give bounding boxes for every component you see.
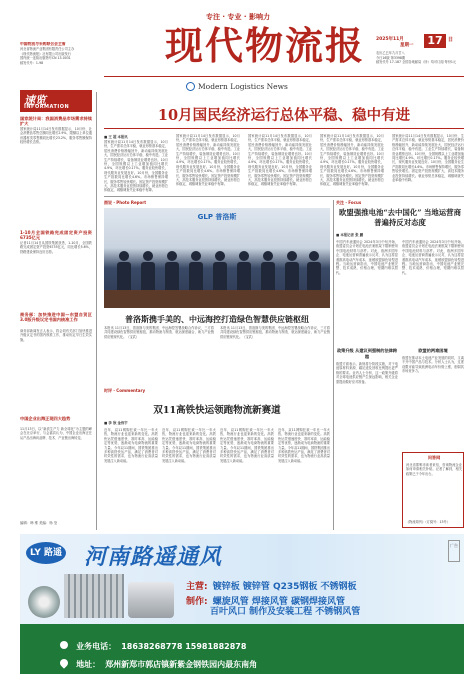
dilemma-column: 欧盟在推动本土电池产业发展的同时，又离不开中国产品与技术。分析人士认为，过度设限可能导致欧洲电动车价格上涨，削弱其市场竞争力。 [402,356,464,374]
lead-column: 国家统计局11月14日发布数据显示，10月份，生产需求总体平稳，就业形势基本稳定，居民消费价格涨幅回升，新动能持续发展壮大，国民经济运行总体平稳、稳中有进。工业生产持续增长，装备制造业增势良好。10月份，全国规模以上工业增加值同比增长4.9%，环比增长0.17%。服务业较快增长，现代服务业发展良好。10月份，全国服务业生产指数同比增长4.6%。市场销售保持增长，服务零售较快增长。固定资产投资规模扩大，高技术服务业投资持续增长。就业形势总体稳定，城镇调查失业率稳中有降。 [248,134,312,187]
qa-label: 问答网 [427,455,441,460]
column-divider [333,200,334,530]
edition-label: 日 [448,37,454,43]
sidebar-item-title: 中国企业出海正现四大趋势 [20,416,71,421]
commentary-byline: ■ 李 欣 金伟宇 [104,421,128,425]
sponsor-line: 国内统一连续出版物号CN 13-0031 [20,56,71,60]
globe-logo [186,82,195,91]
lead-byline: ■ 王 超 本报讯 [104,135,128,139]
pub-info-line: 邮发代号 17-187 全国各地邮局（所）均可订阅 每份1元 [376,60,457,64]
sponsor-line: 河北省物流产业集团有限责任公司主办 [20,47,75,51]
people-silhouettes [104,246,330,308]
sidebar-item [20,416,92,516]
commentary [104,388,330,530]
photo-caption-body: 本报讯 11月13日，普洛斯与美的集团、中远海控签署战略合作协议，三方将共同建设绿色智慧供应链枢纽，推动物流与制造、航运深度融合，助力产业链供应链现代化。（宝武） [104,326,214,339]
sponsor-line: 《现代物流报》社有限公司出版发行 [20,51,71,56]
lead-article [104,134,464,194]
sidebar-item-body: 国家统计局11月14日发布数据显示，10月份，社会消费品零售总额同比增长2.9%，限额以上单位通讯器材类零售额同比增长23.2%，服务零售额保持较快增长态势。 [20,127,92,145]
qa-body: 河北省邯郸市读者来信，咨询物流企业如何申请相关补贴。记者了解到，相关政策已于今年出台。 [406,463,462,476]
sidebar-item-title: 1-10月全国铁路完成固定资产投资6735亿元 [20,230,92,241]
ad-address: 郑州新郑市郭店镇新紫金钢铁园内最东南角 [105,660,258,669]
sidebar-divider [96,92,97,530]
sponsor-line: 邮发代号：1-98 [20,60,44,65]
section-rule [104,196,464,197]
ad-bottom [20,624,464,674]
focus-title: 欧盟强推电池“去中国化” 当地运营商普遍持反对态度 [339,208,461,227]
signing-photo [104,208,330,308]
ad-make-label: 制作: [186,597,208,607]
masthead-rule [104,76,464,77]
photo-caption-title: 普洛斯携手美的、中远海控打造绿色智慧供应链枢纽 [125,314,309,324]
sidebar-item [20,116,92,226]
ad-products [28,572,178,622]
sidebar-item-title: 商务部：加快推进中国—东盟自贸区3.0版升级议定书国内核准工作 [20,312,92,323]
sidebar-header [20,90,92,112]
ad-address-row [60,652,460,671]
ad-make-items: 螺旋风管 焊接风管 碳钢焊接风管 [212,597,345,607]
policy-column: 欧盟方面表示，新规将分阶段实施，对于电池原材料来源、碳足迹及回收比例提出更严格的要求。业内人士分析，这一政策升级将对全球电池供应链产生深远影响，相关企业需提前做好应对准备。 [336,362,398,384]
ad-phones: 18638268778 15981882878 [121,642,247,651]
sponsor-info [20,42,150,65]
pub-info-line: 农历乙巳年九月廿八 [376,51,405,55]
ad-brand: LY 路遥 [30,548,62,558]
steel-coil [28,586,60,618]
commentary-title: 双11高铁快运领跑物流新赛道 [153,405,281,416]
sponsor-line: 中国物流与采购联合会主管 [20,42,66,46]
ad-phone-label: 业务电话： [76,642,117,651]
issue-day: 17 [424,34,446,48]
photo-banner: GLP 普洛斯 [197,213,237,221]
sidebar-item [20,230,92,308]
sidebar-item-body: 11月13日，以“新质生产力 新全球化”为主题的峰会在北京举行，与会嘉宾认为，中国企业出海正在从产品出海向品牌、技术、产业链出海转变。 [20,427,92,440]
focus-label: 关注 · Focus [336,200,362,205]
photo-label: 图说 · Photo Report [104,200,147,205]
ad-logo [26,542,66,564]
headline: 10月国民经济运行总体平稳、稳中有进 [157,107,411,124]
date-label: 2025年11月 [376,37,404,42]
lead-column: 国家统计局11月14日发布数据显示，10月份，生产需求总体平稳，就业形势基本稳定，居民消费价格涨幅回升，新动能持续发展壮大，国民经济运行总体平稳、稳中有进。工业生产持续增长，装备制造业增势良好。10月份，全国规模以上工业增加值同比增长4.9%，环比增长0.17%。服务业较快增长，现代服务业发展良好。10月份，全国服务业生产指数同比增长4.6%。市场销售保持增长，服务零售较快增长。固定资产投资规模扩大，高技术服务业投资持续增长。就业形势总体稳定，城镇调查失业率稳中有降。 [104,140,168,192]
phone-icon [60,641,68,649]
masthead [0,0,476,90]
sidebar [20,90,92,530]
weekday: 星期一 [400,43,414,48]
sidebar-title: 速览 [24,94,46,107]
commentary-column: 近年，双11网购狂欢一年比一年火热，物流行业也迎来新的变化。高铁快运凭借速度快、准时率高、运能稳定等优势，逐渐成为电商物流的重要力量。今年双11期间，国铁集团推出多种高铁快运产品，满足了消费者对时效性的需求，也为物流行业高质量发展注入新动能。 [162,428,216,463]
focus-column: 中国汽车流通协会 2024年3月中旬开始，欧盟委员会计划在电池法案框架下限制使用中国电池材料与部件。对此，欧洲多国车企、电池运营商普遍表示反对，认为这将显著推高电动汽车成本，延缓欧盟绿色转型进程。当地运营商指出，中国电池产业链完整、技术成熟、价格合理，短期内难以替代。 [402,240,464,275]
qa-footer: 《物流周刊》（订阅号：13号） [406,520,450,524]
ad-main-label: 主营: [186,582,208,592]
dilemma-subtitle: 欧盟的两难困境 [418,348,448,353]
pub-info [376,51,462,69]
ad-phone-row [60,634,440,653]
location-icon [58,657,69,668]
sidebar-item [20,312,92,412]
duct [128,582,174,618]
focus-article [336,200,464,530]
lead-column: 国家统计局11月14日发布数据显示，10月份，生产需求总体平稳，就业形势基本稳定，居民消费价格涨幅回升，新动能持续发展壮大，国民经济运行总体平稳、稳中有进。工业生产持续增长，装备制造业增势良好。10月份，全国规模以上工业增加值同比增长4.9%，环比增长0.17%。服务业较快增长，现代服务业发展良好。10月份，全国服务业生产指数同比增长4.6%。市场销售保持增长，服务零售较快增长。固定资产投资规模扩大，高技术服务业投资持续增长。就业形势总体稳定，城镇调查失业率稳中有降。 [320,134,384,187]
ad-side-tag: 广告 [448,540,460,562]
commentary-label: 时评 · Commentary [104,388,146,393]
sidebar-item-body: 记者11月14日从国铁集团获悉，1-10月，全国铁路完成固定资产投资6735亿元，同比增长5.6%，铁路建设保持良好态势。 [20,241,92,254]
photo-report [104,200,330,386]
masthead-title: 现代物流报 [164,23,365,68]
photo-caption-body: 本报讯 11月13日，普洛斯与美的集团、中远海控签署战略合作协议，三方将共同建设绿色智慧供应链枢纽，推动物流与制造、航运深度融合，助力产业链供应链现代化。（宝武） [220,326,330,339]
commentary-column: 近年，双11网购狂欢一年比一年火热，物流行业也迎来新的变化。高铁快运凭借速度快、准时率高、运能稳定等优势，逐渐成为电商物流的重要力量。今年双11期间，国铁集团推出多种高铁快运产品，满足了消费者对时效性的需求，也为物流行业高质量发展注入新动能。 [278,428,330,463]
focus-byline: ■ 本报记者 张 鹏 [336,233,364,237]
ad-address-label: 地址： [76,660,101,669]
sub-brand: Modern Logistics News [198,82,288,91]
lead-column: 国家统计局11月14日发布数据显示，10月份，生产需求总体平稳，就业形势基本稳定，居民消费价格涨幅回升，新动能持续发展壮大，国民经济运行总体平稳、稳中有进。工业生产持续增长，装备制造业增势良好。10月份，全国规模以上工业增加值同比增长4.9%，环比增长0.17%。服务业较快增长，现代服务业发展良好。10月份，全国服务业生产指数同比增长4.6%。市场销售保持增长，服务零售较快增长。固定资产投资规模扩大，高技术服务业投资持续增长。就业形势总体稳定，城镇调查失业率稳中有降。 [176,134,240,187]
commentary-column: 近年，双11网购狂欢一年比一年火热，物流行业也迎来新的变化。高铁快运凭借速度快、准时率高、运能稳定等优势，逐渐成为电商物流的重要力量。今年双11期间，国铁集团推出多种高铁快运产品，满足了消费者对时效性的需求，也为物流行业高质量发展注入新动能。 [220,428,274,463]
sidebar-editors: 编辑：韩 维 美编：杨 莹 [20,521,58,525]
advertisement [20,534,464,674]
ad-main-items: 镀锌板 镀锌管 Q235钢板 不锈钢板 [212,582,357,592]
focus-column: 中国汽车流通协会 2024年3月中旬开始，欧盟委员会计划在电池法案框架下限制使用中国电池材料与部件。对此，欧洲多国车企、电池运营商普遍表示反对，认为这将显著推高电动汽车成本，延缓欧盟绿色转型进程。当地运营商指出，中国电池产业链完整、技术成熟、价格合理，短期内难以替代。 [336,240,398,275]
slogan: 专注 · 专业 · 影响力 [205,13,271,21]
steel-pipes [64,574,124,618]
policy-subtitle: 政策升级 从建议到强制的法律跨越 [336,348,398,359]
ad-top [20,534,464,624]
ad-company: 河南路遥通风 [84,544,223,570]
sidebar-subtitle: INFORMATION [24,104,70,110]
sidebar-item-body: 商务部新闻发言人表示，将会同有关部门加快推进升级议定书的国内核准工作，推动协定早日生效实施。 [20,329,92,342]
qa-box [402,452,464,528]
pub-info-line: 今日16版 第3398期 [376,55,406,60]
ad-extra-row: 百叶风口 制作及安装工程 不锈钢风管 [210,607,361,617]
lead-column: 国家统计局11月14日发布数据显示，10月份，生产需求总体平稳，就业形势基本稳定，居民消费价格涨幅回升，新动能持续发展壮大，国民经济运行总体平稳、稳中有进。工业生产持续增长，装备制造业增势良好。10月份，全国规模以上工业增加值同比增长4.9%，环比增长0.17%。服务业较快增长，现代服务业发展良好。10月份，全国服务业生产指数同比增长4.6%。市场销售保持增长，服务零售较快增长。固定资产投资规模扩大，高技术服务业投资持续增长。就业形势总体稳定，城镇调查失业率稳中有降。 [392,134,464,183]
commentary-column: 近年，双11网购狂欢一年比一年火热，物流行业也迎来新的变化。高铁快运凭借速度快、准时率高、运能稳定等优势，逐渐成为电商物流的重要力量。今年双11期间，国铁集团推出多种高铁快运产品，满足了消费者对时效性的需求，也为物流行业高质量发展注入新动能。 [104,428,158,463]
sidebar-item-title: 国家统计局：我国消费品市场需求持续扩大 [20,116,92,127]
headline-rule [104,128,464,129]
